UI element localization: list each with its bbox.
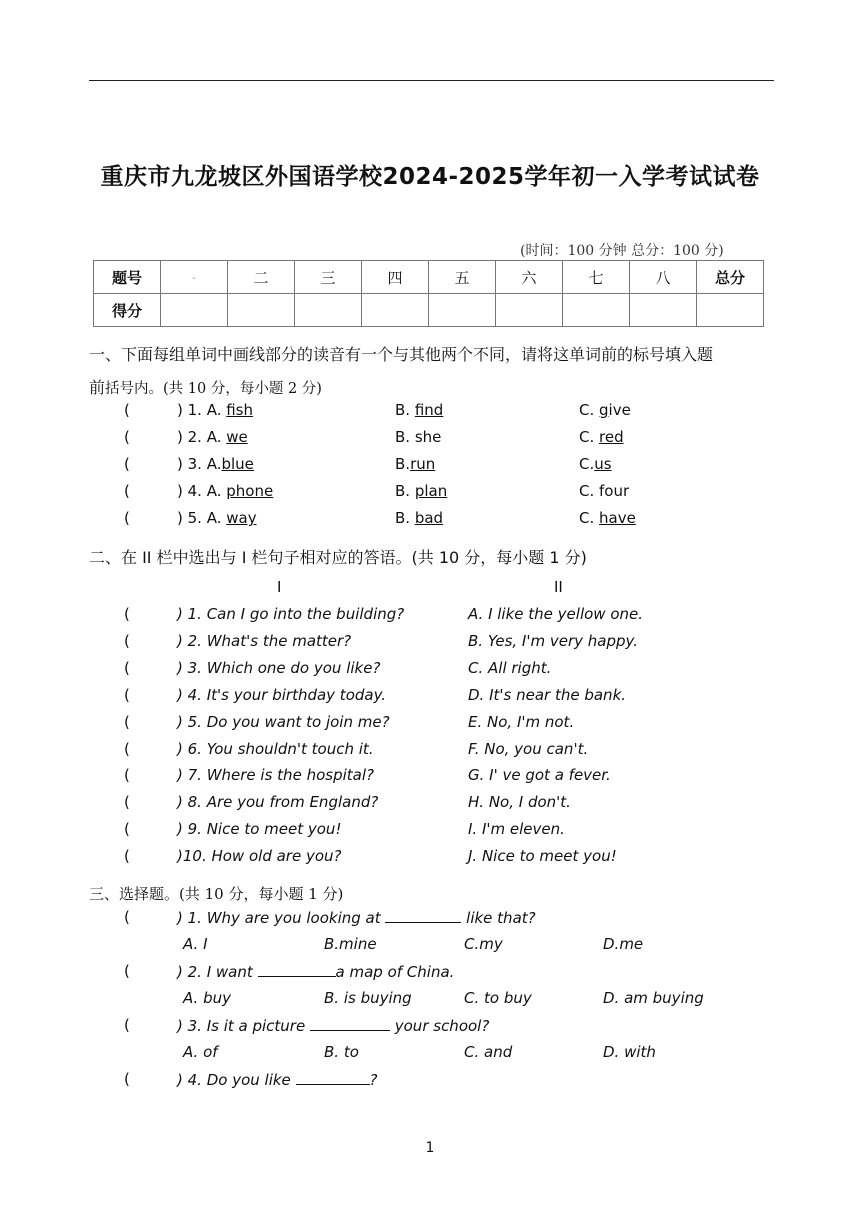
- matching-answer: J. Nice to meet you!: [468, 847, 617, 866]
- score-total-label: 总分: [697, 261, 764, 294]
- option-c-label: C.: [579, 509, 600, 527]
- option-c-word: four: [599, 482, 630, 500]
- option-c: [579, 509, 636, 527]
- answer-bracket[interactable]: (: [124, 401, 130, 419]
- question-stem: [177, 482, 273, 500]
- score-col-4: 四: [362, 261, 429, 294]
- matching-row: [0, 740, 860, 762]
- answer-bracket[interactable]: (: [124, 908, 130, 926]
- matching-row: [0, 605, 860, 627]
- page-number: 1: [425, 1140, 435, 1156]
- matching-question: ) 6. You shouldn't touch it.: [177, 739, 374, 758]
- answer-bracket[interactable]: (: [124, 631, 130, 650]
- option-c-label: C.: [579, 401, 600, 419]
- option-b-label: B.: [395, 455, 411, 473]
- choice-question: [177, 908, 536, 927]
- option-b: [395, 482, 447, 500]
- choice-options-row: [0, 1043, 860, 1065]
- option-b-label: B.: [395, 401, 415, 419]
- matching-question: ) 8. Are you from England?: [177, 793, 379, 812]
- answer-bracket[interactable]: (: [124, 482, 130, 500]
- question-row: [0, 401, 860, 423]
- question-row: [0, 428, 860, 450]
- option-b-word: she: [414, 428, 442, 446]
- choice-option[interactable]: C.my: [464, 935, 503, 953]
- score-cell[interactable]: [630, 294, 697, 327]
- choice-question: [177, 1016, 489, 1035]
- answer-bracket[interactable]: (: [124, 455, 130, 473]
- matching-question: )10. How old are you?: [177, 847, 342, 866]
- matching-answer: A. I like the yellow one.: [468, 605, 644, 623]
- score-row-label: 得分: [94, 294, 161, 327]
- matching-question: ) 2. What's the matter?: [177, 631, 352, 650]
- score-col-6: 六: [496, 261, 563, 294]
- score-table-header-row: [94, 261, 764, 294]
- score-cell[interactable]: [563, 294, 630, 327]
- matching-row: [0, 793, 860, 815]
- choice-option[interactable]: B.mine: [324, 935, 377, 953]
- score-col-1: -: [161, 261, 228, 294]
- answer-bracket[interactable]: (: [124, 428, 130, 446]
- option-c-word-underlined: have: [599, 509, 636, 527]
- choice-option[interactable]: A. buy: [183, 989, 231, 1007]
- answer-bracket[interactable]: (: [124, 847, 130, 866]
- answer-bracket[interactable]: (: [124, 766, 130, 785]
- option-a-word: way: [226, 509, 257, 527]
- matching-row: [0, 659, 860, 681]
- option-c-label: C.: [579, 455, 595, 473]
- option-c: [579, 482, 629, 500]
- choice-option[interactable]: D.me: [603, 935, 644, 953]
- choice-question: [177, 1070, 378, 1089]
- matching-answer: G. I' ve got a fever.: [468, 766, 611, 785]
- matching-question: ) 5. Do you want to join me?: [177, 712, 390, 731]
- choice-option[interactable]: C. to buy: [464, 989, 532, 1007]
- question-stem: [177, 401, 253, 419]
- answer-bracket[interactable]: (: [124, 685, 130, 704]
- question-stem: [177, 428, 248, 446]
- choice-option[interactable]: A. of: [183, 1043, 218, 1061]
- matching-row: [0, 713, 860, 735]
- answer-bracket[interactable]: (: [124, 820, 130, 839]
- choice-option[interactable]: A. I: [183, 935, 208, 953]
- matching-answer: I. I'm eleven.: [468, 820, 565, 839]
- score-total-cell[interactable]: [697, 294, 764, 327]
- option-c: [579, 455, 612, 473]
- score-col-2: 二: [228, 261, 295, 294]
- column-ii-heading: II: [554, 578, 563, 596]
- score-cell[interactable]: [295, 294, 362, 327]
- matching-answer: C. All right.: [468, 658, 552, 677]
- question-stem: [177, 455, 254, 473]
- option-a-word: phone: [226, 482, 274, 500]
- answer-bracket[interactable]: (: [124, 1016, 130, 1034]
- choice-options-row: [0, 989, 860, 1011]
- score-cell[interactable]: [161, 294, 228, 327]
- choice-question-start: ) 1. Why are you looking at: [177, 909, 386, 927]
- choice-question-end: like that?: [461, 909, 536, 927]
- choice-options-row: [0, 935, 860, 957]
- matching-row: [0, 632, 860, 654]
- option-b: [395, 455, 435, 473]
- score-table: [93, 260, 764, 327]
- matching-answer: D. It's near the bank.: [468, 685, 627, 704]
- matching-answer: H. No, I don't.: [468, 793, 571, 812]
- option-c: [579, 428, 624, 446]
- option-c-label: C.: [579, 428, 600, 446]
- answer-bracket[interactable]: (: [124, 793, 130, 812]
- score-col-7: 七: [563, 261, 630, 294]
- option-b: [395, 428, 441, 446]
- matching-answer: F. No, you can't.: [468, 739, 589, 758]
- option-b-word: bad: [414, 509, 444, 527]
- question-number: ) 3. A.: [177, 455, 222, 473]
- matching-question: ) 4. It's your birthday today.: [177, 685, 387, 704]
- fill-blank[interactable]: [310, 1016, 390, 1031]
- option-a-word: fish: [226, 401, 254, 419]
- answer-bracket[interactable]: (: [124, 712, 130, 731]
- question-row: [0, 482, 860, 504]
- option-b-word: plan: [414, 482, 448, 500]
- choice-question-start: ) 2. I want: [177, 963, 258, 981]
- section2-title: 二、在 II 栏中选出与 I 栏句子相对应的答语。(共 10 分，每小题 1 分): [89, 548, 587, 567]
- option-c-word: ive: [608, 401, 631, 419]
- answer-bracket[interactable]: (: [124, 605, 130, 623]
- section3-title: 三、选择题。(共 10 分，每小题 1 分): [89, 885, 344, 903]
- score-cell[interactable]: [362, 294, 429, 327]
- matching-row: [0, 820, 860, 842]
- fill-blank[interactable]: [385, 908, 461, 923]
- section1-title-rest: 括号内。(共 10 分，每小题 2 分): [105, 381, 322, 397]
- option-c-label: C.: [579, 482, 600, 500]
- question-row: [0, 455, 860, 477]
- option-c: [579, 401, 631, 419]
- choice-option[interactable]: D. am buying: [603, 989, 704, 1007]
- question-number: ) 1. A.: [177, 401, 227, 419]
- choice-option[interactable]: B. to: [324, 1043, 359, 1061]
- choice-question-row: [0, 908, 860, 930]
- matching-answer: E. No, I'm not.: [468, 712, 575, 731]
- option-c-word-underlined: us: [594, 455, 612, 473]
- option-b-word: find: [414, 401, 444, 419]
- option-b-label: B.: [395, 509, 415, 527]
- question-number: ) 5. A.: [177, 509, 227, 527]
- option-b-word: run: [410, 455, 436, 473]
- answer-bracket[interactable]: (: [124, 1070, 130, 1088]
- section1-title-front: 前: [89, 378, 106, 397]
- question-number: ) 4. A.: [177, 482, 227, 500]
- choice-option[interactable]: B. is buying: [324, 989, 412, 1007]
- choice-question-start: ) 4. Do you like: [177, 1071, 296, 1089]
- answer-bracket[interactable]: (: [124, 962, 130, 980]
- score-cell[interactable]: [429, 294, 496, 327]
- choice-question-end: your school?: [389, 1017, 490, 1035]
- score-col-3: 三: [295, 261, 362, 294]
- answer-bracket[interactable]: (: [124, 509, 130, 527]
- option-c-word-underlined: g: [599, 401, 609, 419]
- matching-question: ) 1. Can I go into the building?: [177, 605, 405, 623]
- score-cell[interactable]: [228, 294, 295, 327]
- question-stem: [177, 509, 257, 527]
- score-table-score-row: [94, 294, 764, 327]
- matching-row: [0, 686, 860, 708]
- matching-row: [0, 847, 860, 869]
- score-col-5: 五: [429, 261, 496, 294]
- option-a-word: blue: [221, 455, 254, 473]
- choice-option[interactable]: D. with: [603, 1043, 656, 1061]
- score-header-label: 题号: [94, 261, 161, 294]
- fill-blank[interactable]: [296, 1070, 370, 1085]
- score-col-8: 八: [630, 261, 697, 294]
- fill-blank[interactable]: [258, 962, 336, 977]
- question-number: ) 2. A.: [177, 428, 227, 446]
- choice-question-row: [0, 1016, 860, 1038]
- section1-title-line1: 一、下面每组单词中画线部分的读音有一个与其他两个不同，请将这单词前的标号填入题: [89, 345, 714, 364]
- time-note: (时间：100 分钟 总分：100 分): [520, 243, 724, 259]
- question-row: [0, 509, 860, 531]
- answer-bracket[interactable]: (: [124, 658, 130, 677]
- matching-question: ) 7. Where is the hospital?: [177, 766, 374, 785]
- choice-question: [177, 962, 454, 981]
- matching-question: ) 9. Nice to meet you!: [177, 820, 342, 839]
- option-a-word: we: [226, 428, 248, 446]
- option-b: [395, 509, 443, 527]
- section1-title-line2: [89, 375, 322, 398]
- matching-question: ) 3. Which one do you like?: [177, 658, 381, 677]
- column-i-heading: I: [277, 578, 282, 596]
- choice-question-end: ?: [369, 1071, 378, 1089]
- header-rule: [89, 80, 774, 81]
- exam-title: 重庆市九龙坡区外国语学校2024-2025学年初一入学考试试卷: [100, 164, 760, 190]
- option-b: [395, 401, 443, 419]
- matching-row: [0, 766, 860, 788]
- score-cell[interactable]: [496, 294, 563, 327]
- option-b-label: B.: [395, 482, 415, 500]
- choice-question-row: [0, 962, 860, 984]
- answer-bracket[interactable]: (: [124, 739, 130, 758]
- choice-question-end: a map of China.: [335, 963, 455, 981]
- matching-answer: B. Yes, I'm very happy.: [468, 631, 638, 650]
- choice-option[interactable]: C. and: [464, 1043, 513, 1061]
- option-c-word-underlined: red: [599, 428, 624, 446]
- choice-question-row: [0, 1070, 860, 1092]
- choice-question-start: ) 3. Is it a picture: [177, 1017, 310, 1035]
- option-b-label: B.: [395, 428, 415, 446]
